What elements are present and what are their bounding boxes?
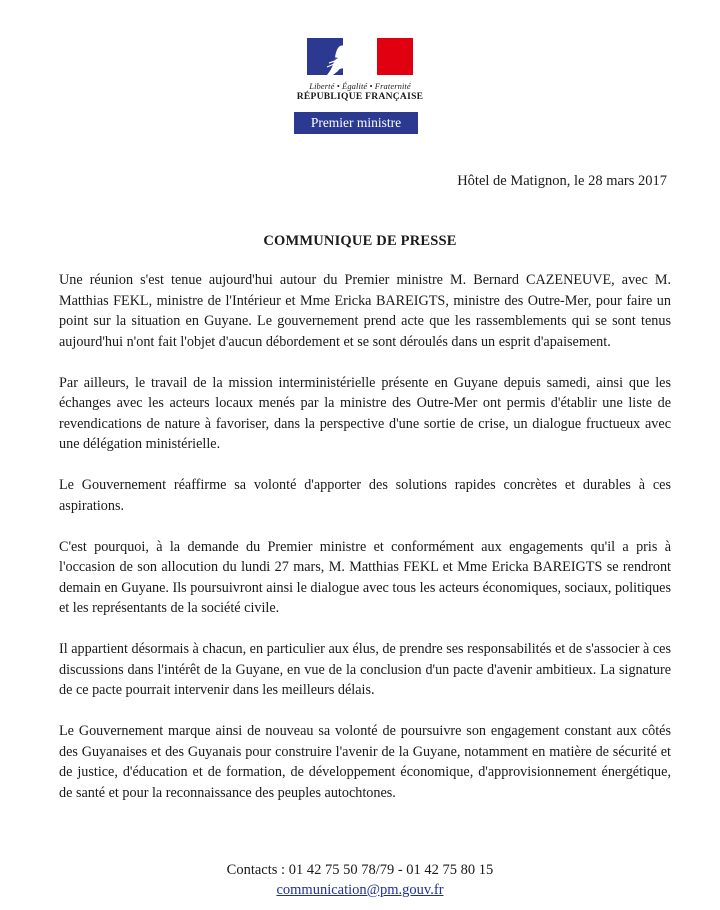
premier-ministre-band: Premier ministre — [294, 112, 418, 134]
paragraph: C'est pourquoi, à la demande du Premier ministre et conformément aux engagements qu'il a pris à l'occasion de son allocution du lundi 27 mars, M. Matthias FEKL et Mme Ericka BAREIGTS se rendront demain en Guyane. Ils poursuivront ainsi le dialogue avec tous les acteurs économiques, sociaux, politiques et les représentants de la société civile. — [59, 538, 671, 616]
contact-phones: Contacts : 01 42 75 50 78/79 - 01 42 75 80 15 — [226, 862, 494, 878]
motto: Liberté • Égalité • Fraternité — [309, 81, 411, 91]
republic-logo — [296, 38, 424, 102]
paragraph: Une réunion s'est tenue aujourd'hui autour du Premier ministre M. Bernard CAZENEUVE, avec M. Matthias FEKL, ministre de l'Intérieur et Mme Ericka BAREIGTS, ministre des Outre-Mer, pour faire un point sur la situation en Guyane. Le gouvernement prend acte que les rassemblements qui se sont tenus aujourd'hui n'ont fait l'objet d'aucun débordement et se sont déroulés dans un esprit d'apaisement. — [59, 272, 671, 350]
republique-francaise: RÉPUBLIQUE FRANÇAISE — [296, 92, 424, 102]
paragraph: Par ailleurs, le travail de la mission interministérielle présente en Guyane depuis samedi, ainsi que les échanges avec les acteurs locaux menés par la ministre des Outre-Mer ont permis d'établir une liste de revendications de nature à favoriser, dans la perspective d'une sortie de crise, un dialogue fructueux avec une délégation ministérielle. — [59, 374, 671, 452]
paragraph: Il appartient désormais à chacun, en particulier aux élus, de prendre ses responsabilités et de s'associer à ces discussions dans l'intérêt de la Guyane, en vue de la conclusion d'un pacte d'avenir ambitieux. La signature de ce pacte pourrait intervenir dans les meilleurs délais. — [59, 641, 671, 698]
press-release-body — [59, 270, 671, 824]
dateline: Hôtel de Matignon, le 28 mars 2017 — [457, 173, 667, 189]
contacts-footer — [0, 860, 720, 900]
paragraph: Le Gouvernement réaffirme sa volonté d'apporter des solutions rapides concrètes et durables à ces aspirations. — [59, 477, 671, 514]
paragraph: Le Gouvernement marque ainsi de nouveau sa volonté de poursuivre son engagement constant aux côtés des Guyanaises et des Guyanais pour construire l'avenir de la Guyane, notamment en matière de sécurité et de justice, d'éducation et de formation, de développement économique, d'approvisionnement énergétique, de santé et pour la reconnaissance des peuples autochtones. — [59, 723, 671, 801]
marianne-flag-icon — [307, 38, 413, 75]
page-title: COMMUNIQUE DE PRESSE — [263, 233, 457, 249]
contact-email-link[interactable]: communication@pm.gouv.fr — [276, 882, 444, 898]
